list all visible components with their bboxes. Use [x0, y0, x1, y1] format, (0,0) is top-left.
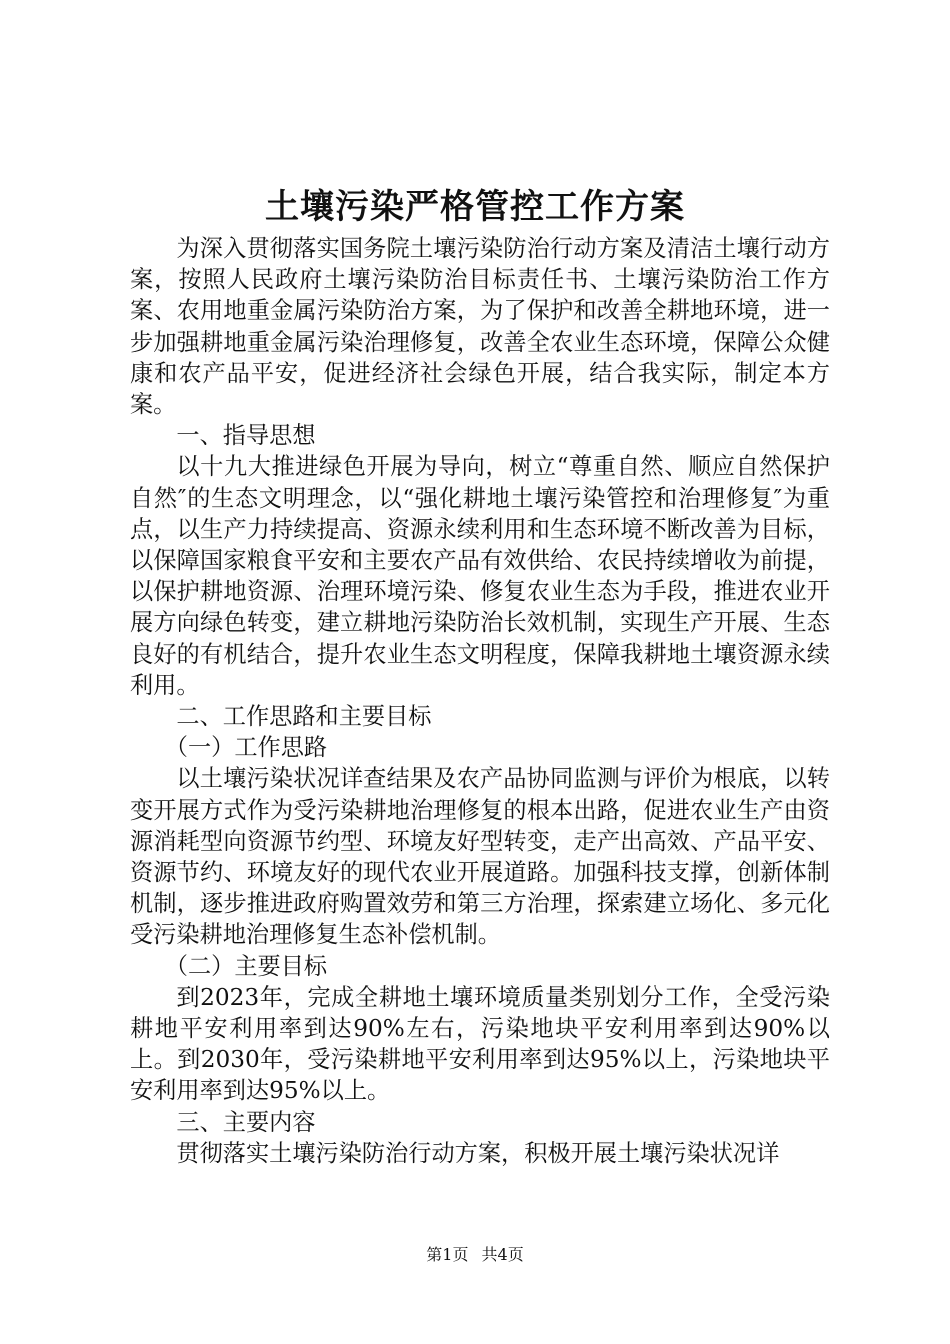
subsection-heading-2: （二）主要目标 — [164, 952, 328, 980]
page-footer — [0, 1244, 950, 1266]
page-number-current: 第1页 — [426, 1245, 469, 1264]
paragraph-intro: 为深入贯彻落实国务院土壤污染防治行动方案及清洁土壤行动方案，按照人民政府土壤污染防治目标责任书、土壤污染防治工作方案、农用地重金属污染防治方案，为了保护和改善全耕地环境，进一步加强耕地重金属污染治理修复，改善全农业生态环境，保障公众健康和农产品平安，促进经济社会绿色开展，结合我实际，制定本方案。 — [130, 235, 830, 419]
document-title: 土壤污染严格管控工作方案 — [265, 187, 685, 227]
section-heading-3: 三、主要内容 — [176, 1108, 316, 1136]
paragraph-main-goals: 到2023年，完成全耕地土壤环境质量类别划分工作，全受污染耕地平安利用率到达90%左右，污染地块平安利用率到达90%以上。到2030年，受污染耕地平安利用率到达95%以上，污染地块平安利用率到达95%以上。 — [130, 983, 830, 1105]
paragraph-main-content: 贯彻落实土壤污染防治行动方案，积极开展土壤污染状况详 — [176, 1139, 780, 1167]
document-body — [130, 233, 830, 1169]
section-heading-2: 二、工作思路和主要目标 — [176, 703, 432, 731]
paragraph-guiding-thought: 以十九大推进绿色开展为导向，树立“尊重自然、顺应自然保护自然″的生态文明理念，以“强化耕地土壤污染管控和治理修复″为重点，以生产力持续提高、资源永续利用和生态环境不断改善为目标，以保障国家粮食平安和主要农产品有效供给、农民持续增收为前提，以保护耕地资源、治理环境污染、修复农业生态为手段，推进农业开展方向绿色转变，建立耕地污染防治长效机制，实现生产开展、生态良好的有机结合，提升农业生态文明程度，保障我耕地土壤资源永续利用。 — [130, 453, 830, 699]
subsection-heading-1: （一）工作思路 — [164, 734, 328, 762]
section-heading-1: 一、指导思想 — [176, 422, 316, 450]
page-number-total: 共4页 — [481, 1245, 524, 1264]
paragraph-work-approach: 以土壤污染状况详查结果及农产品协同监测与评价为根底，以转变开展方式作为受污染耕地治理修复的根本出路，促进农业生产由资源消耗型向资源节约型、环境友好型转变，走产出高效、产品平安、资源节约、环境友好的现代农业开展道路。加强科技支撑，创新体制机制，逐步推进政府购置效劳和第三方治理，探索建立场化、多元化受污染耕地治理修复生态补偿机制。 — [130, 765, 830, 949]
